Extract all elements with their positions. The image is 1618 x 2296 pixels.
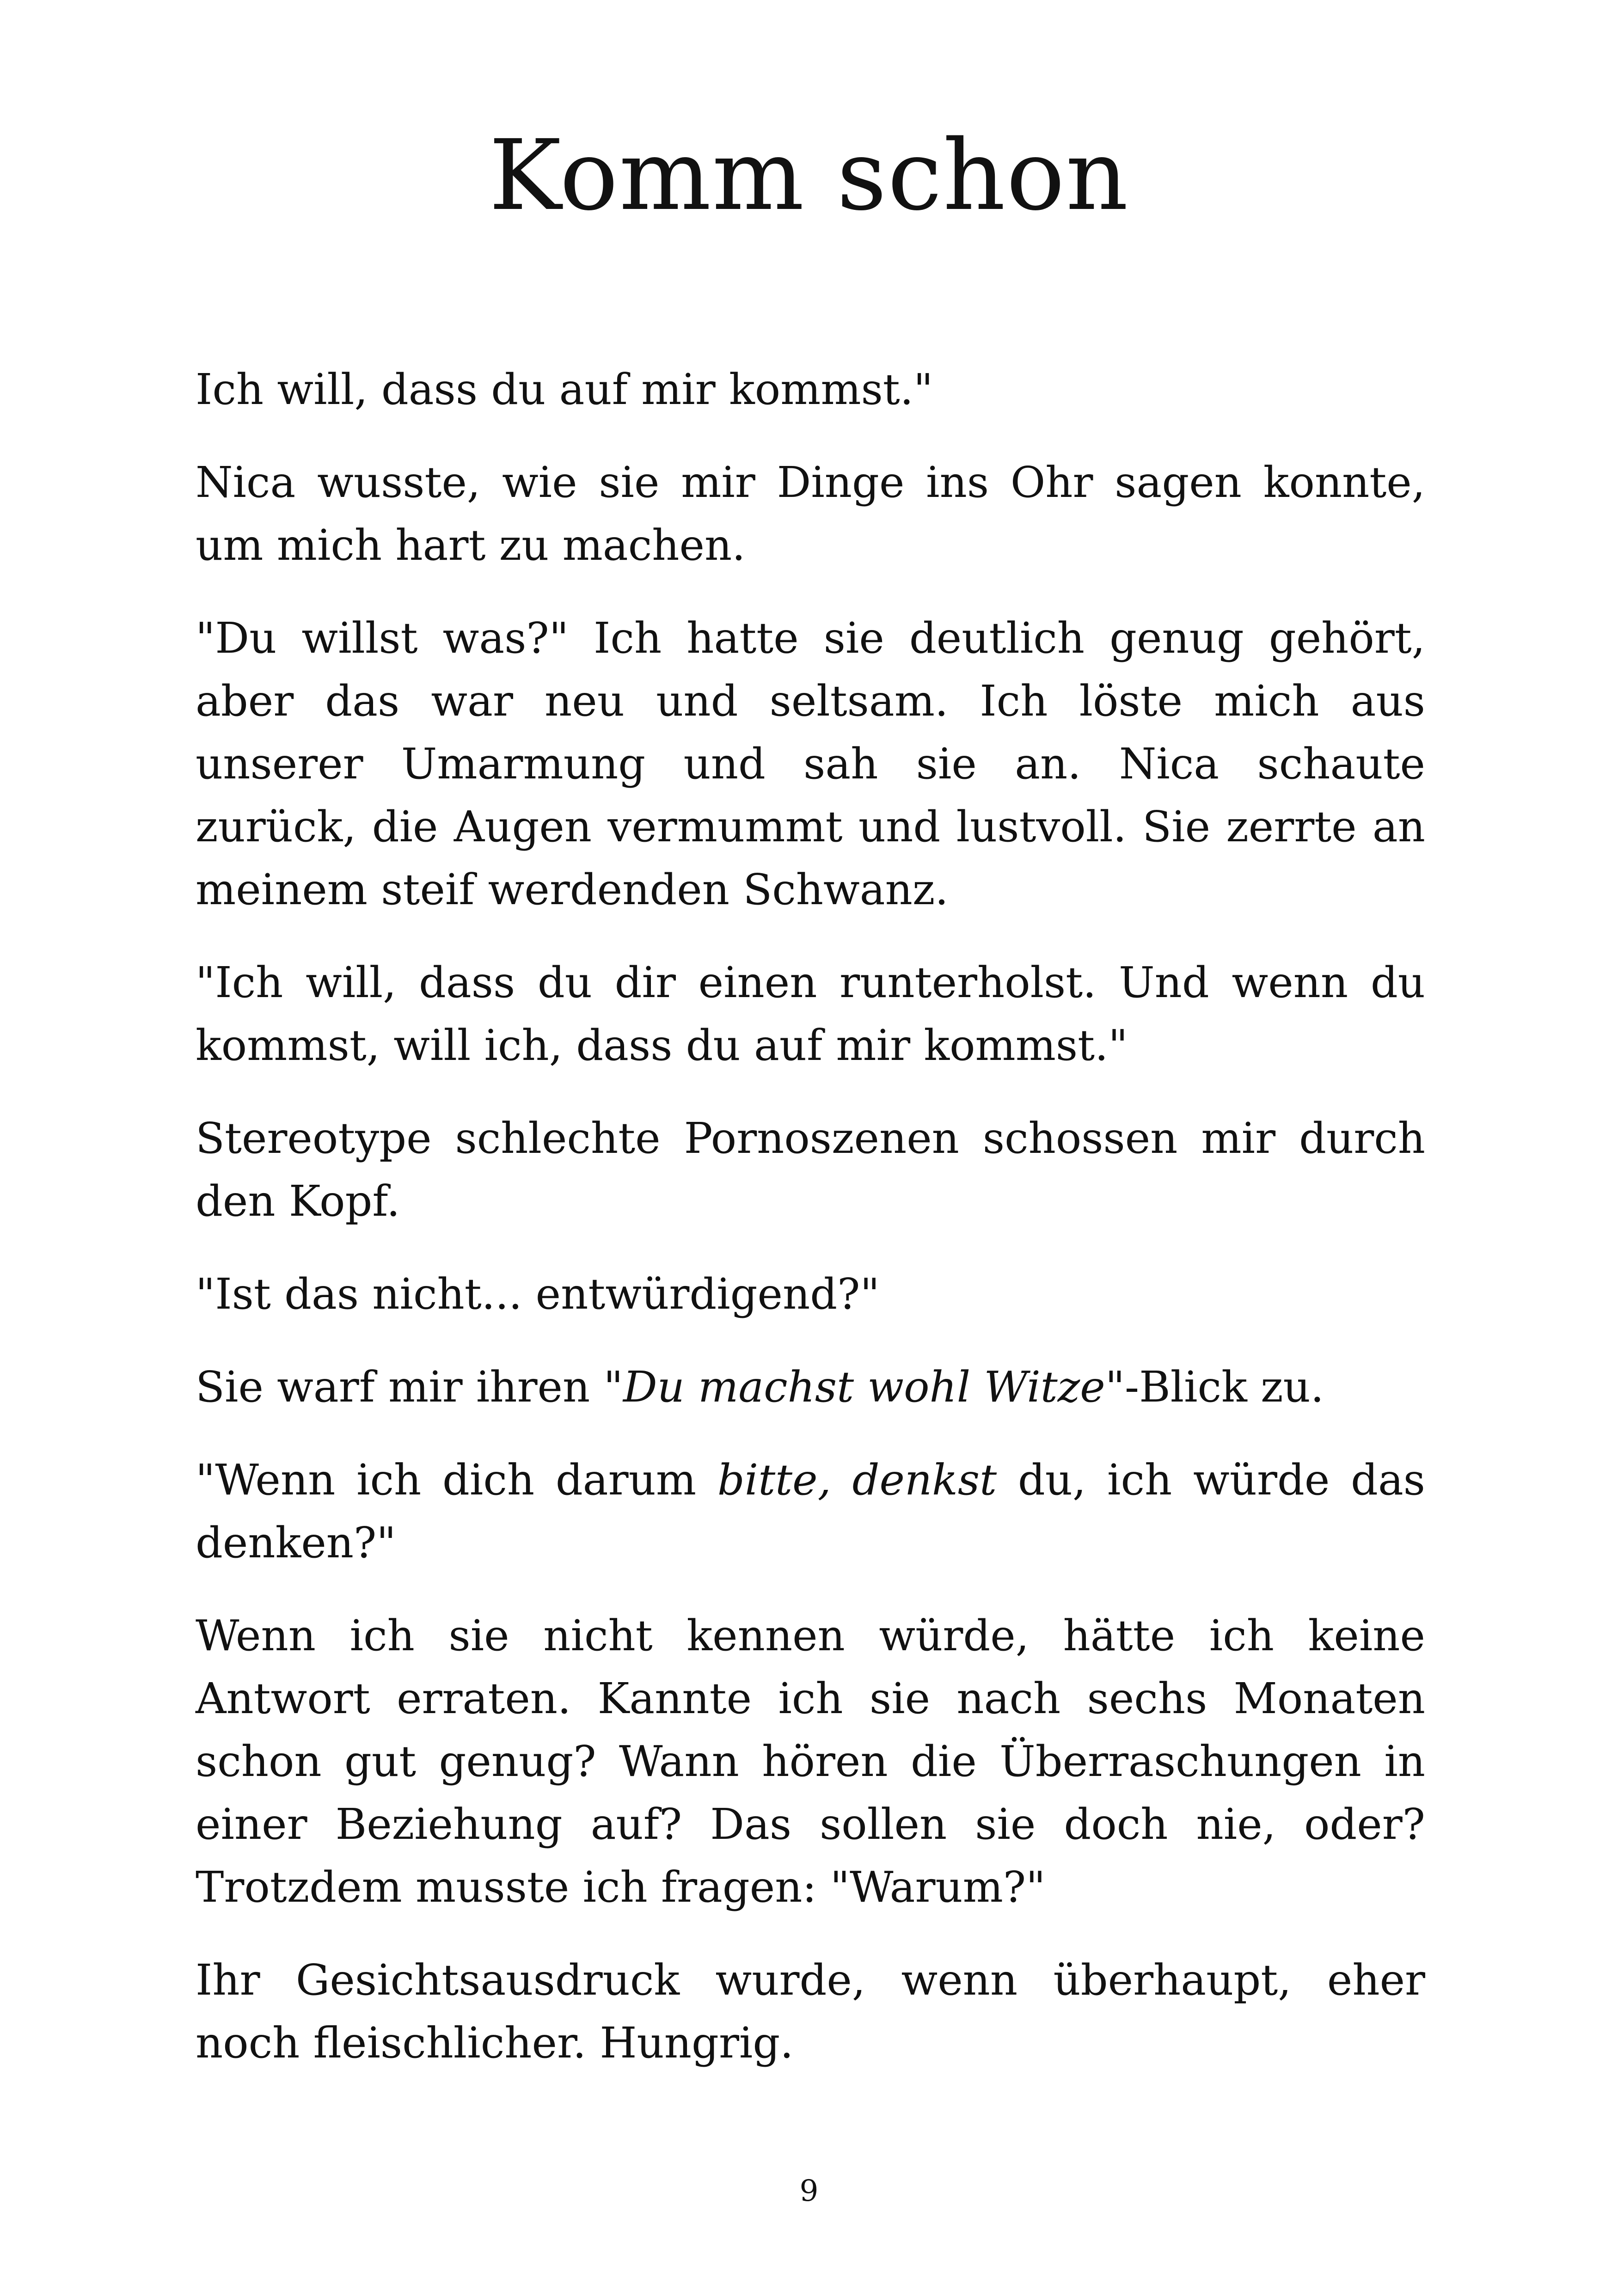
body-text — [196, 358, 1425, 2105]
page-number: 9 — [799, 2174, 819, 2208]
page-title: Komm schon — [489, 119, 1129, 232]
paragraph-10: Ihr Gesichtsausdruck wurde, wenn überhaupt, eher noch fleischlicher. Hungrig. — [196, 1955, 1425, 2068]
italic-phrase: bitte, denkst — [717, 1455, 997, 1505]
paragraph-6: "Ist das nicht... entwürdigend?" — [196, 1269, 880, 1319]
paragraph-9: Wenn ich sie nicht kennen würde, hätte ich keine Antwort erraten. Kannte ich sie nach sechs Monaten schon gut genug? Wann hören die Überraschungen in einer Beziehung auf? Das sollen sie doch nie, oder? Trotzdem musste ich fragen: "Warum?" — [196, 1611, 1425, 1912]
paragraph-3: "Du willst was?" Ich hatte sie deutlich genug gehört, aber das war neu und seltsam. Ich löste mich aus unserer Umarmung und sah sie an. Nica schaute zurück, die Augen vermummt und lustvoll. Sie zerrte an meinem steif werdenden Schwanz. — [196, 613, 1425, 914]
paragraph-8: "Wenn ich dich darum bitte, denkst du, ich würde das denken?" — [196, 1455, 1426, 1567]
paragraph-2: Nica wusste, wie sie mir Dinge ins Ohr sagen konnte, um mich hart zu machen. — [196, 458, 1425, 570]
paragraph-4: "Ich will, dass du dir einen runterholst. Und wenn du kommst, will ich, dass du auf mir kommst." — [196, 958, 1425, 1070]
paragraph-7: Sie warf mir ihren "Du machst wohl Witze"-Blick zu. — [196, 1362, 1324, 1412]
paragraph-5: Stereotype schlechte Pornoszenen schossen mir durch den Kopf. — [196, 1114, 1425, 1226]
italic-phrase: Du machst wohl Witze — [623, 1362, 1105, 1412]
paragraph-1: Ich will, dass du auf mir kommst." — [196, 365, 933, 414]
